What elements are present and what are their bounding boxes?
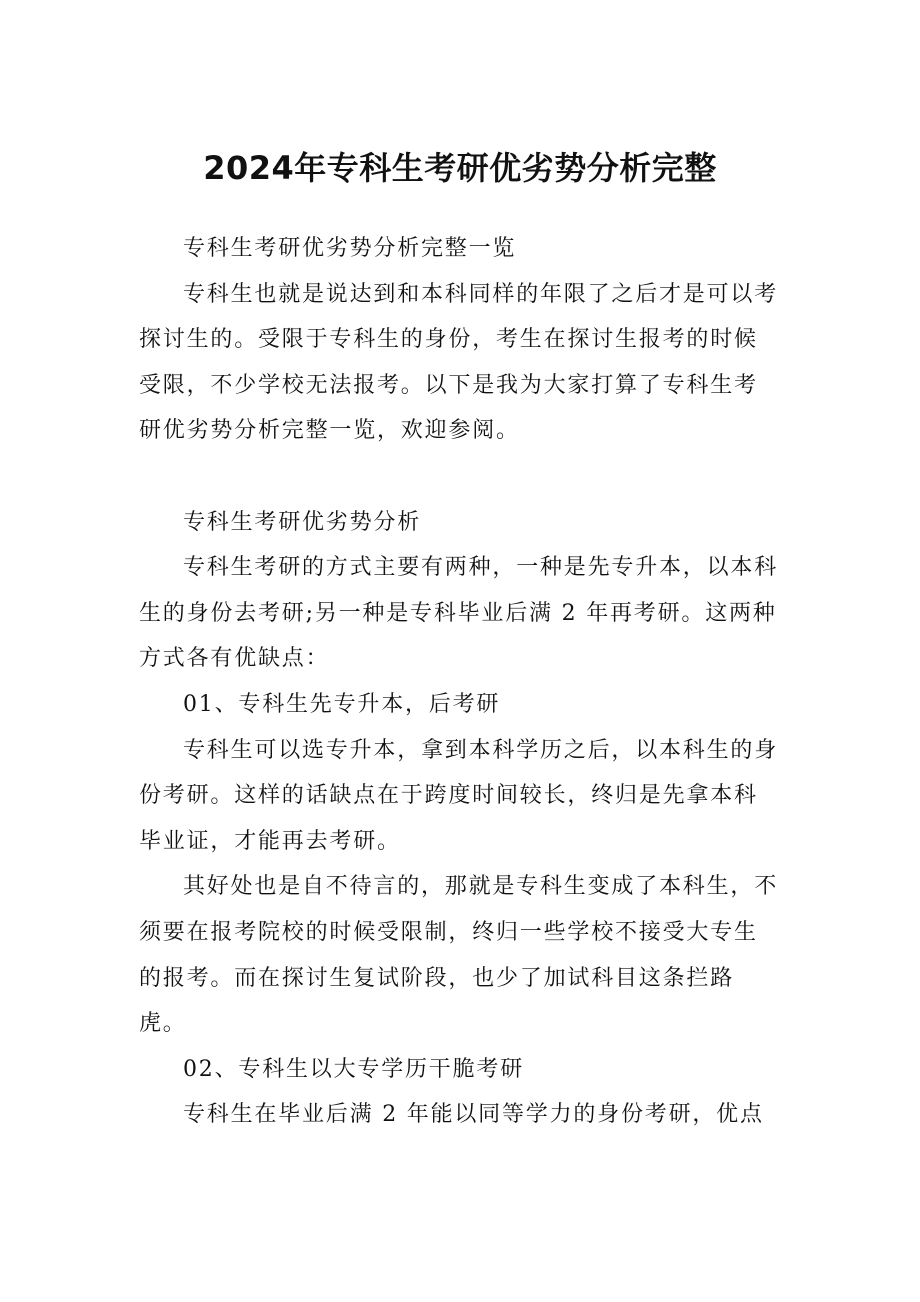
document-title: 2024年专科生考研优劣势分析完整	[203, 149, 717, 187]
subheading-01: 01、专科生先专升本，后考研	[183, 691, 501, 717]
paragraph-subtitle: 专科生考研优劣势分析完整一览	[183, 236, 517, 261]
paragraph-02: 专科生在毕业后满 2 年能以同等学力的身份考研，优点	[183, 1102, 764, 1128]
paragraph-01-cons: 专科生可以选专升本，拿到本科学历之后，以本科生的身份考研。这样的话缺点在于跨度时间较长，终归是先拿本科毕业证，才能再去考研。	[139, 737, 779, 854]
paragraph-intro: 专科生也就是说达到和本科同样的年限了之后才是可以考探讨生的。受限于专科生的身份，考生在探讨生报考的时候受限，不少学校无法报考。以下是我为大家打算了专科生考研优劣势分析完整一览，欢迎参阅。	[139, 281, 779, 444]
section-heading: 专科生考研优劣势分析	[183, 509, 422, 535]
paragraph-01-pros: 其好处也是自不待言的，那就是专科生变成了本科生，不须要在报考院校的时候受限制，终归一些学校不接受大专生的报考。而在探讨生复试阶段，也少了加试科目这条拦路虎。	[139, 874, 779, 1037]
document-body	[139, 226, 781, 1138]
subheading-02: 02、专科生以大专学历干脆考研	[183, 1056, 524, 1082]
paragraph-methods: 专科生考研的方式主要有两种，一种是先专升本，以本科生的身份去考研;另一种是专科毕业后满 2 年再考研。这两种方式各有优缺点：	[139, 555, 779, 672]
